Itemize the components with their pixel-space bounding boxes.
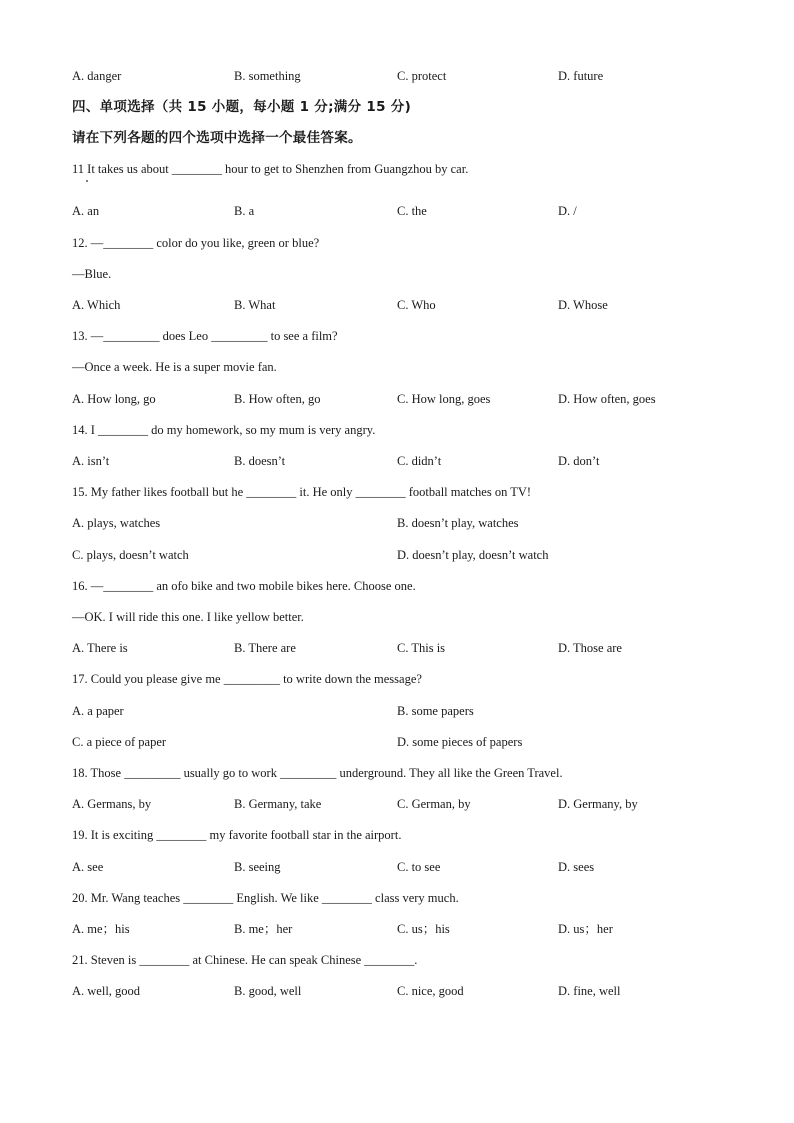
question-21-option-a: A. well, good bbox=[72, 984, 141, 998]
prev-option-b: B. something bbox=[234, 69, 301, 83]
question-16-option-c: C. This is bbox=[397, 641, 446, 655]
question-17-option-b: B. some papers bbox=[397, 704, 474, 718]
question-21-stem: 21. Steven is ________ at Chinese. He can speak Chinese ________. bbox=[72, 953, 418, 967]
question-20-option-b: B. me；her bbox=[234, 922, 293, 936]
question-18-option-a: A. Germans, by bbox=[72, 797, 152, 811]
question-12-option-b: B. What bbox=[234, 298, 276, 312]
question-20-option-d: D. us；her bbox=[558, 922, 613, 936]
question-19-option-d: D. sees bbox=[558, 860, 595, 874]
question-15-option-d: D. doesn’t play, doesn’t watch bbox=[397, 548, 549, 562]
question-21-option-d: D. fine, well bbox=[558, 984, 621, 998]
question-14-stem: 14. I ________ do my homework, so my mum is very angry. bbox=[72, 423, 376, 437]
question-12-option-c: C. Who bbox=[397, 298, 436, 312]
question-19-stem: 19. It is exciting ________ my favorite football star in the airport. bbox=[72, 828, 402, 842]
stray-dot-mark bbox=[86, 180, 88, 182]
question-18-option-d: D. Germany, by bbox=[558, 797, 638, 811]
question-13-response: —Once a week. He is a super movie fan. bbox=[72, 360, 277, 374]
question-20-option-c: C. us；his bbox=[397, 922, 450, 936]
question-11-stem: 11 It takes us about ________ hour to get to Shenzhen from Guangzhou by car. bbox=[72, 162, 469, 176]
question-17-option-d: D. some pieces of papers bbox=[397, 735, 523, 749]
question-13-option-c: C. How long, goes bbox=[397, 392, 491, 406]
question-15-option-a: A. plays, watches bbox=[72, 516, 161, 530]
question-11-option-b: B. a bbox=[234, 204, 255, 218]
question-16-option-a: A. There is bbox=[72, 641, 128, 655]
question-16-option-b: B. There are bbox=[234, 641, 296, 655]
question-15-stem: 15. My father likes football but he ________ it. He only ________ football matches on TV! bbox=[72, 485, 532, 499]
question-13-option-a: A. How long, go bbox=[72, 392, 156, 406]
question-15-option-c: C. plays, doesn’t watch bbox=[72, 548, 189, 562]
question-16-response: —OK. I will ride this one. I like yellow better. bbox=[72, 610, 304, 624]
question-20-stem: 20. Mr. Wang teaches ________ English. We like ________ class very much. bbox=[72, 891, 459, 905]
question-13-option-b: B. How often, go bbox=[234, 392, 321, 406]
question-12-option-d: D. Whose bbox=[558, 298, 608, 312]
question-19-option-a: A. see bbox=[72, 860, 104, 874]
question-11-option-a: A. an bbox=[72, 204, 100, 218]
question-17-option-c: C. a piece of paper bbox=[72, 735, 167, 749]
question-12-stem: 12. —________ color do you like, green or blue? bbox=[72, 236, 320, 250]
question-18-option-b: B. Germany, take bbox=[234, 797, 322, 811]
question-14-option-c: C. didn’t bbox=[397, 454, 442, 468]
section-instruction: 请在下列各题的四个选项中选择一个最佳答案。 bbox=[72, 130, 362, 146]
question-15-option-b: B. doesn’t play, watches bbox=[397, 516, 519, 530]
question-17-option-a: A. a paper bbox=[72, 704, 124, 718]
question-19-option-c: C. to see bbox=[397, 860, 441, 874]
question-13-option-d: D. How often, goes bbox=[558, 392, 656, 406]
question-12-response: —Blue. bbox=[72, 267, 112, 281]
question-13-stem: 13. —_________ does Leo _________ to see a film? bbox=[72, 329, 338, 343]
section-heading: 四、单项选择（共 15 小题，每小题 1 分;满分 15 分) bbox=[72, 99, 412, 115]
question-11-option-d: D. / bbox=[558, 204, 577, 218]
question-16-option-d: D. Those are bbox=[558, 641, 622, 655]
question-21-option-b: B. good, well bbox=[234, 984, 302, 998]
question-16-stem: 16. —________ an ofo bike and two mobile bikes here. Choose one. bbox=[72, 579, 416, 593]
question-14-option-b: B. doesn’t bbox=[234, 454, 286, 468]
question-20-option-a: A. me；his bbox=[72, 922, 130, 936]
question-14-option-a: A. isn’t bbox=[72, 454, 110, 468]
question-14-option-d: D. don’t bbox=[558, 454, 600, 468]
question-18-stem: 18. Those _________ usually go to work _________ underground. They all like the Green Travel. bbox=[72, 766, 563, 780]
question-12-option-a: A. Which bbox=[72, 298, 121, 312]
question-11-option-c: C. the bbox=[397, 204, 427, 218]
prev-option-a: A. danger bbox=[72, 69, 122, 83]
question-19-option-b: B. seeing bbox=[234, 860, 281, 874]
prev-option-d: D. future bbox=[558, 69, 604, 83]
prev-option-c: C. protect bbox=[397, 69, 447, 83]
question-18-option-c: C. German, by bbox=[397, 797, 471, 811]
question-21-option-c: C. nice, good bbox=[397, 984, 464, 998]
question-17-stem: 17. Could you please give me _________ to write down the message? bbox=[72, 672, 422, 686]
